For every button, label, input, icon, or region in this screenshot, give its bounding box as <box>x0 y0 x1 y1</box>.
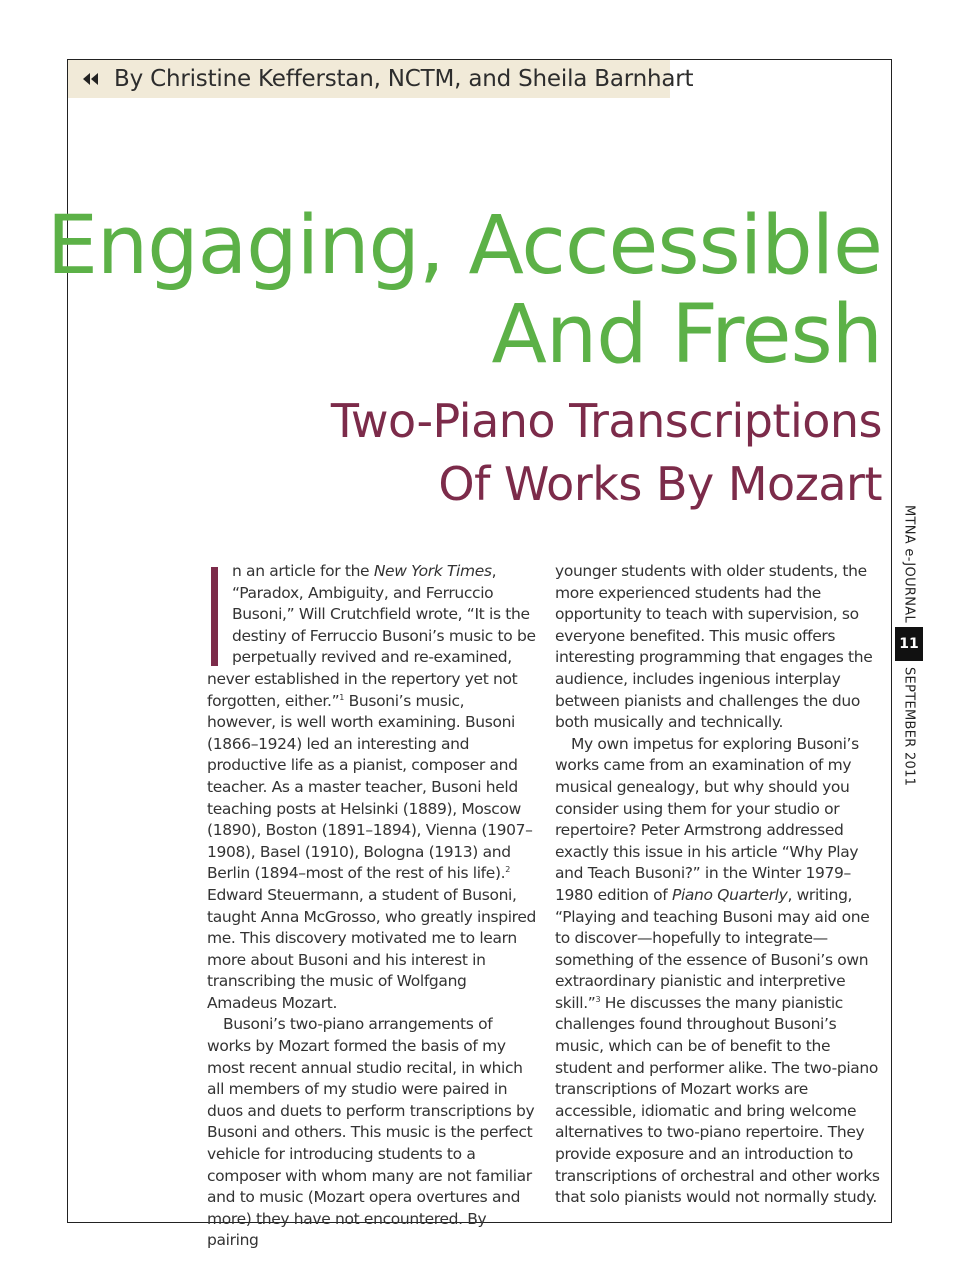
article-title <box>46 199 882 382</box>
footnote-ref: 1 <box>339 692 345 702</box>
body-column-1 <box>207 561 537 1252</box>
publication-name: Piano Quarterly <box>671 885 788 904</box>
byline-bar <box>68 60 694 98</box>
subtitle-line-1: Two-Piano Transcriptions <box>330 394 882 448</box>
paragraph: My own impetus for exploring Busoni’s works came from an examination of my musical genealogy, but why should you consider using them for your studio or repertoire? Peter Armstrong addressed exactly this issue in his article “Why Play and Teach Busoni?” in the Winter 1979–1980 edition of Piano Quarterly, writing, “Playing and teaching Busoni may aid one to discover—hopefully to integrate—something of the essence of Busoni’s own extraordinary pianistic and interpretive skill.”$^3$ He discusses the many pianistic challenges found throughout Busoni’s music, which can be of benefit to the student and performer alike. The two-piano transcriptions of Mozart works are accessible, idiomatic and bring welcome alternatives to two-piano repertoire. They provide exposure and an introduction to transcriptions of orchestral and other works that solo pianists would not normally study. <box>555 734 880 1207</box>
byline-text: By Christine Kefferstan, NCTM, and Sheila Barnhart <box>114 66 694 92</box>
subtitle-line-2: Of Works By Mozart <box>438 457 882 511</box>
drop-cap <box>211 567 218 666</box>
article-subtitle <box>331 390 882 516</box>
paragraph: younger students with older students, the more experienced students had the opportunity to teach with supervision, so everyone benefited. This music offers interesting programming that engages the audience, includes ingenious interplay between pianists and challenges the duo both musically and technically. <box>555 562 873 732</box>
title-line-1: Engaging, Accessible <box>46 199 882 293</box>
rewind-icon[interactable] <box>82 72 100 86</box>
paragraph: n an article for the New York Times, “Paradox, Ambiguity, and Ferruccio Busoni,” Will Crutchfield wrote, “It is the destiny of Ferruccio Busoni’s music to be perpetually revived and re-examined, never established in the repertory yet not forgotten, either.”$^1$ Busoni’s music, however, is well worth examining. Busoni (1866–1924) led an interesting and productive life as a pianist, composer and teacher. As a master teacher, Busoni held teaching posts at Helsinki (1889), Moscow (1890), Boston (1891–1894), Vienna (1907–1908), Basel (1910), Bologna (1913) and Berlin (1894–most of the rest of his life).$^2$ Edward Steuermann, a student of Busoni, taught Anna McGrosso, who greatly inspired me. This discovery motivated me to learn more about Busoni and his interest in transcribing the music of Wolfgang Amadeus Mozart. <box>207 562 537 1012</box>
footnote-ref: 2 <box>505 865 510 875</box>
title-line-2: And Fresh <box>491 288 882 382</box>
journal-name: MTNA e-JOURNAL <box>901 505 917 623</box>
side-tab <box>895 505 923 805</box>
footnote-ref: 3 <box>595 994 601 1004</box>
page-number: 11 <box>895 627 923 661</box>
paragraph: Busoni’s two-piano arrangements of works by Mozart formed the basis of my most recent annual studio recital, in which all members of my studio were paired in duos and duets to perform transcriptions by Busoni and others. This music is the perfect vehicle for introducing students to a composer with whom many are not familiar and to music (Mozart opera overtures and more) they have not encountered. By pairing <box>207 1015 535 1250</box>
issue-date: SEPTEMBER 2011 <box>901 667 917 787</box>
publication-name: New York Times <box>373 562 492 580</box>
body-column-2 <box>555 561 885 1209</box>
